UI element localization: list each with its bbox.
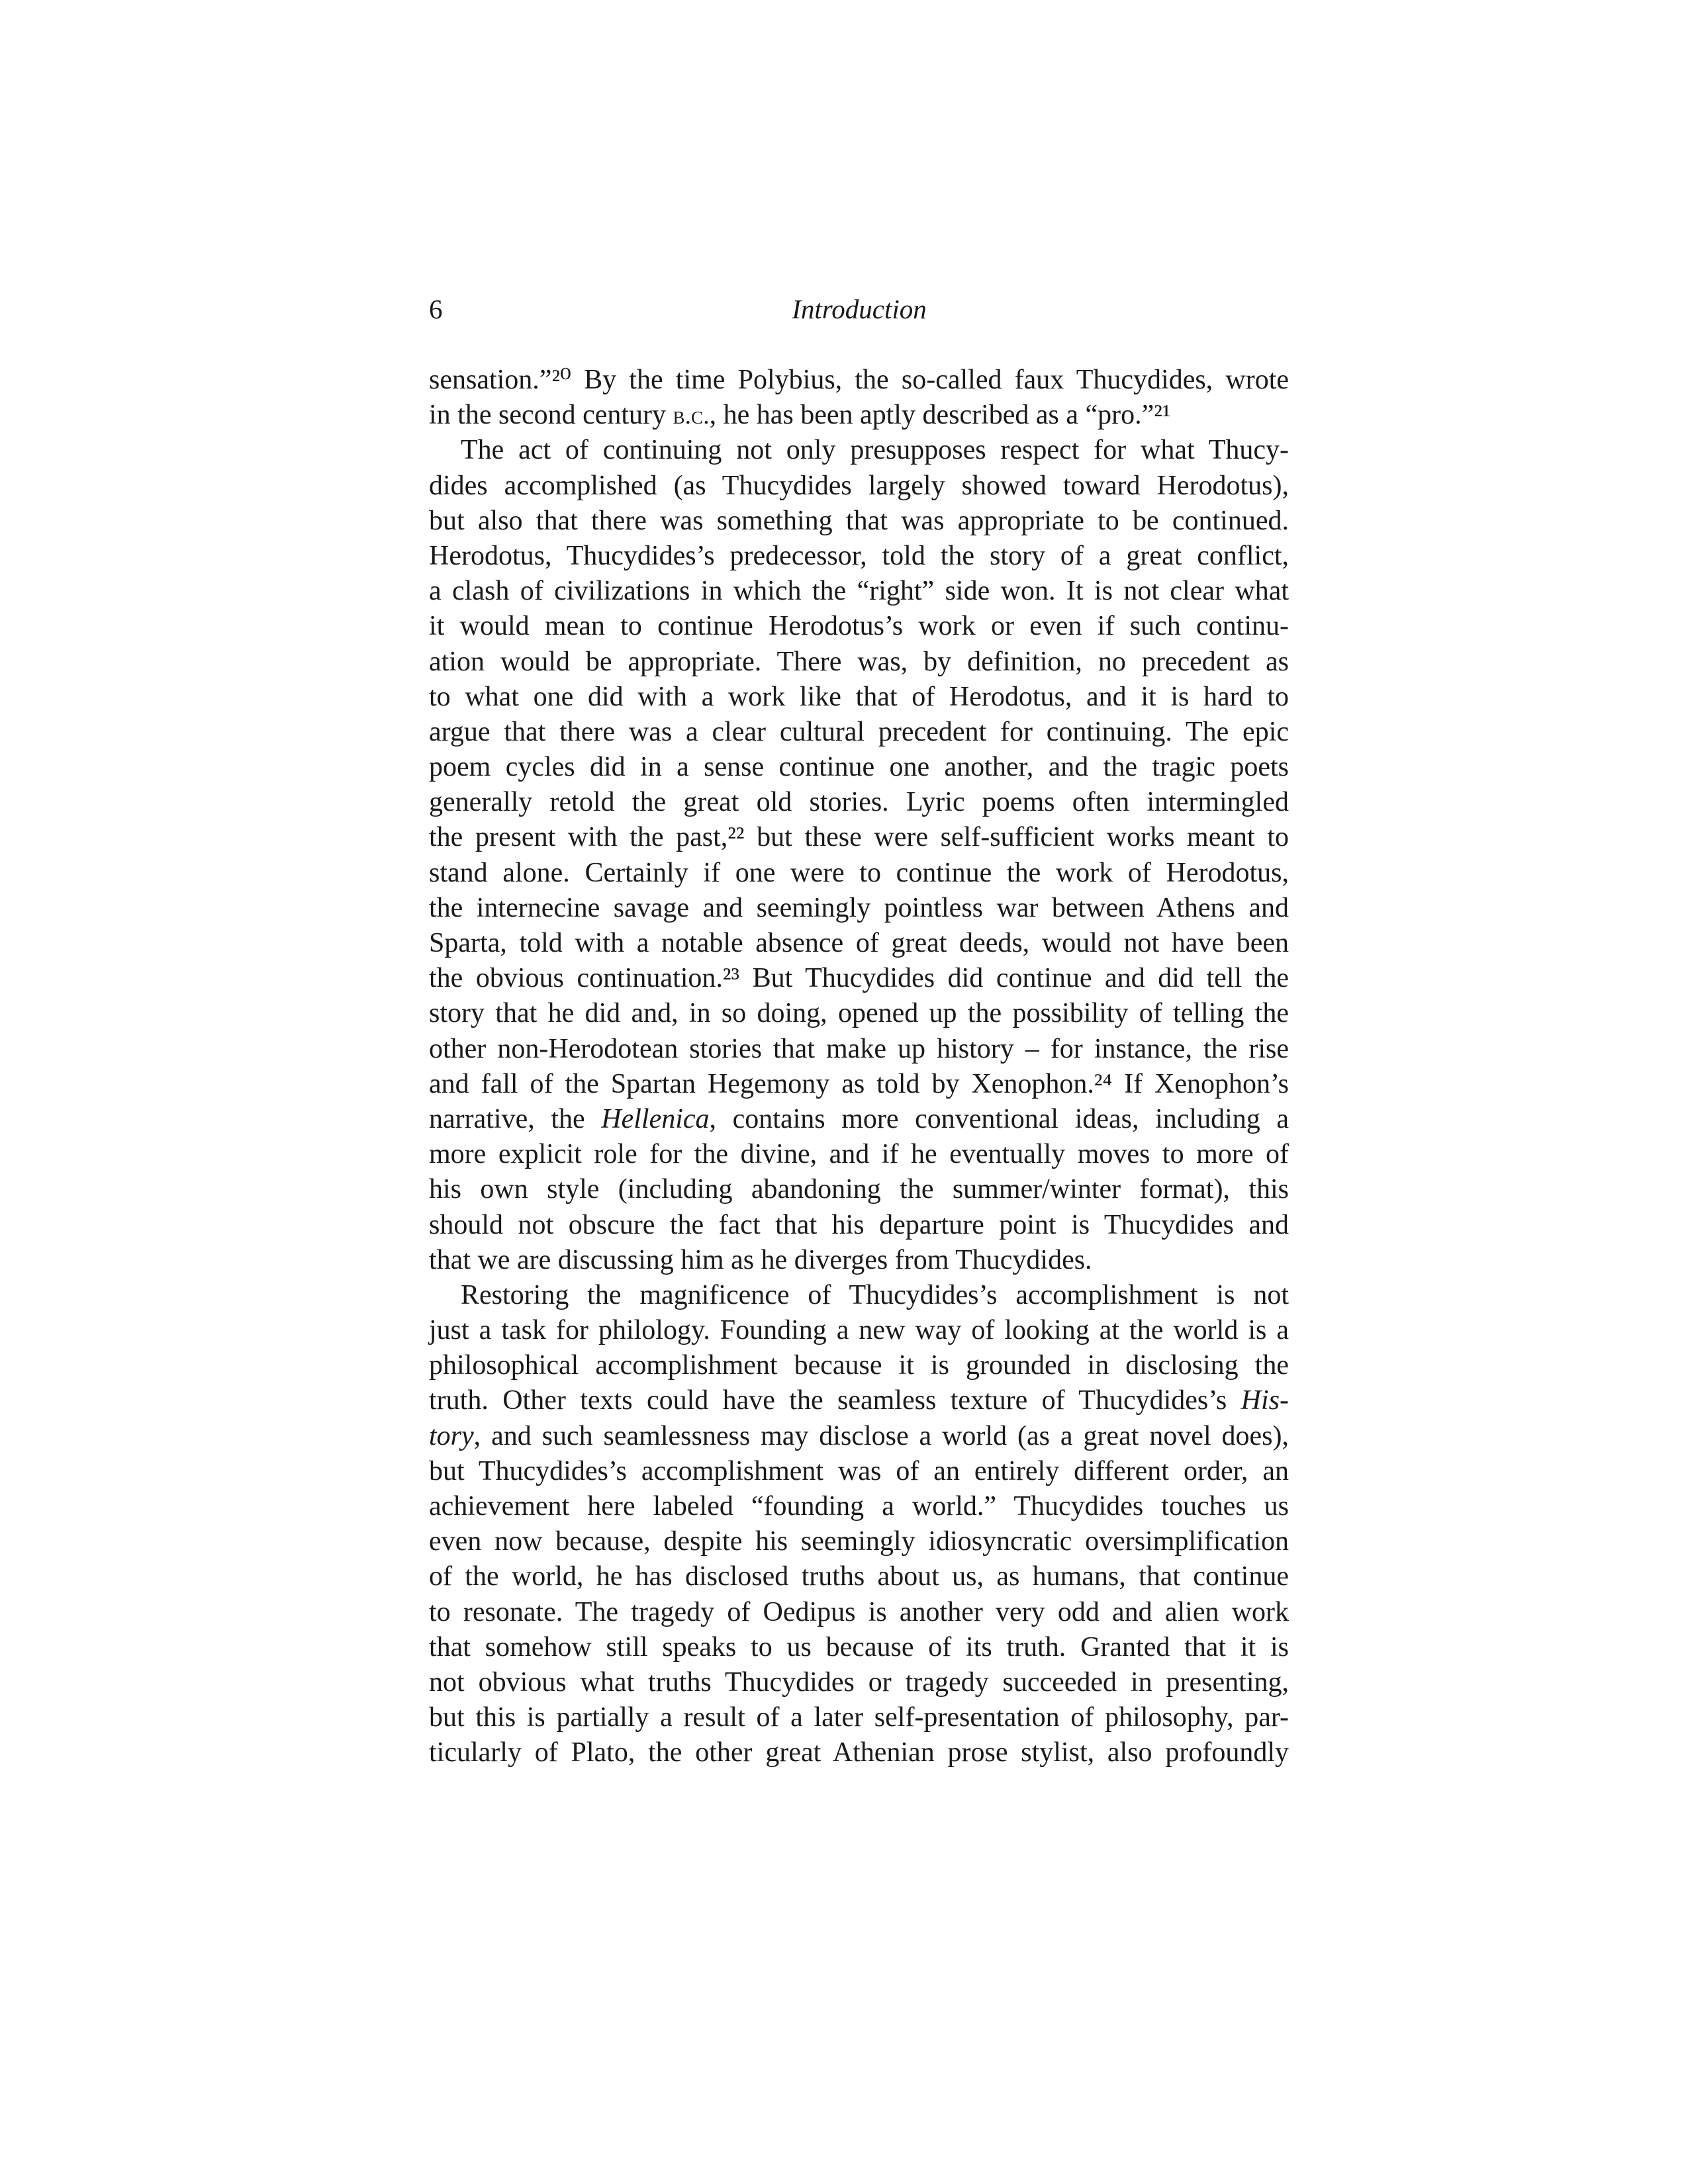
text-line: ticularly of Plato, the other great Athenian prose stylist, also profoundly (429, 1737, 1289, 1768)
text-line: philosophical accomplishment because it is grounded in disclosing the (429, 1350, 1289, 1381)
text-line: ation would be appropriate. There was, by definition, no precedent as (429, 646, 1289, 677)
text-line: and fall of the Spartan Hegemony as told by Xenophon.²⁴ If Xenophon’s (429, 1068, 1289, 1099)
text-line: achievement here labeled “founding a world.” Thucydides touches us (429, 1491, 1289, 1522)
text-line: argue that there was a clear cultural precedent for continuing. The epic (429, 716, 1289, 747)
text-line: to what one did with a work like that of Herodotus, and it is hard to (429, 681, 1289, 712)
text-line: poem cycles did in a sense continue one another, and the tragic poets (429, 752, 1289, 783)
text-line: but this is partially a result of a later self-presentation of philosophy, par- (429, 1702, 1289, 1733)
text-line: the present with the past,²² but these were self-sufficient works meant to (429, 822, 1289, 853)
text-line: a clash of civilizations in which the “right” side won. It is not clear what (429, 576, 1289, 607)
text-line: that somehow still speaks to us because of its truth. Granted that it is (429, 1631, 1289, 1662)
text-line: other non-Herodotean stories that make up history – for instance, the rise (429, 1033, 1289, 1064)
text-line: generally retold the great old stories. Lyric poems often intermingled (429, 787, 1289, 818)
italic-title: His- (1241, 1385, 1289, 1416)
body-text (429, 363, 1289, 1771)
text-line: even now because, despite his seemingly idiosyncratic oversimplification (429, 1526, 1289, 1557)
text-line: the obvious continuation.²³ But Thucydides did continue and did tell the (429, 963, 1289, 994)
text-line: it would mean to continue Herodotus’s work or even if such continu- (429, 611, 1289, 642)
text-line: tory, and such seamlessness may disclose a world (as a great novel does), (429, 1420, 1289, 1451)
text-line: not obvious what truths Thucydides or tragedy succeeded in presenting, (429, 1666, 1289, 1698)
italic-title: Hellenica (601, 1103, 710, 1134)
text-line: his own style (including abandoning the summer/winter format), this (429, 1174, 1289, 1205)
text-line: Herodotus, Thucydides’s predecessor, told the story of a great conflict, (429, 540, 1289, 571)
text-line: stand alone. Certainly if one were to continue the work of Herodotus, (429, 857, 1289, 888)
text-line: just a task for philology. Founding a new way of looking at the world is a (429, 1315, 1289, 1346)
text-line: The act of continuing not only presupposes respect for what Thucy- (461, 435, 1289, 466)
text-line: to resonate. The tragedy of Oedipus is another very odd and alien work (429, 1596, 1289, 1627)
text-line: sensation.”²⁰ By the time Polybius, the so-called faux Thucydides, wrote (429, 365, 1289, 395)
text-line: but Thucydides’s accomplishment was of an entirely different order, an (429, 1455, 1289, 1486)
text-line: Restoring the magnificence of Thucydides’s accomplishment is not (461, 1279, 1289, 1310)
text-line: story that he did and, in so doing, opened up the possibility of telling the (429, 998, 1289, 1029)
small-caps-abbreviation: b.c. (673, 402, 710, 430)
text-line: truth. Other texts could have the seamless texture of Thucydides’s His- (429, 1385, 1289, 1416)
page-number: 6 (429, 294, 443, 324)
text-line: should not obscure the fact that his departure point is Thucydides and (429, 1209, 1289, 1240)
text-line: in the second century b.c., he has been aptly described as a “pro.”²¹ (429, 400, 1171, 431)
text-line: but also that there was something that was appropriate to be continued. (429, 505, 1289, 536)
text-line: the internecine savage and seemingly pointless war between Athens and (429, 892, 1289, 923)
text-line: dides accomplished (as Thucydides largely showed toward Herodotus), (429, 470, 1289, 501)
text-line: narrative, the Hellenica, contains more conventional ideas, including a (429, 1103, 1289, 1134)
text-line: that we are discussing him as he diverges from Thucydides. (429, 1244, 1092, 1275)
running-head: Introduction (792, 294, 927, 324)
text-line: more explicit role for the divine, and if he eventually moves to more of (429, 1139, 1289, 1170)
italic-title: tory (429, 1420, 474, 1451)
text-line: Sparta, told with a notable absence of great deeds, would not have been (429, 928, 1289, 958)
text-line: of the world, he has disclosed truths about us, as humans, that continue (429, 1561, 1289, 1592)
